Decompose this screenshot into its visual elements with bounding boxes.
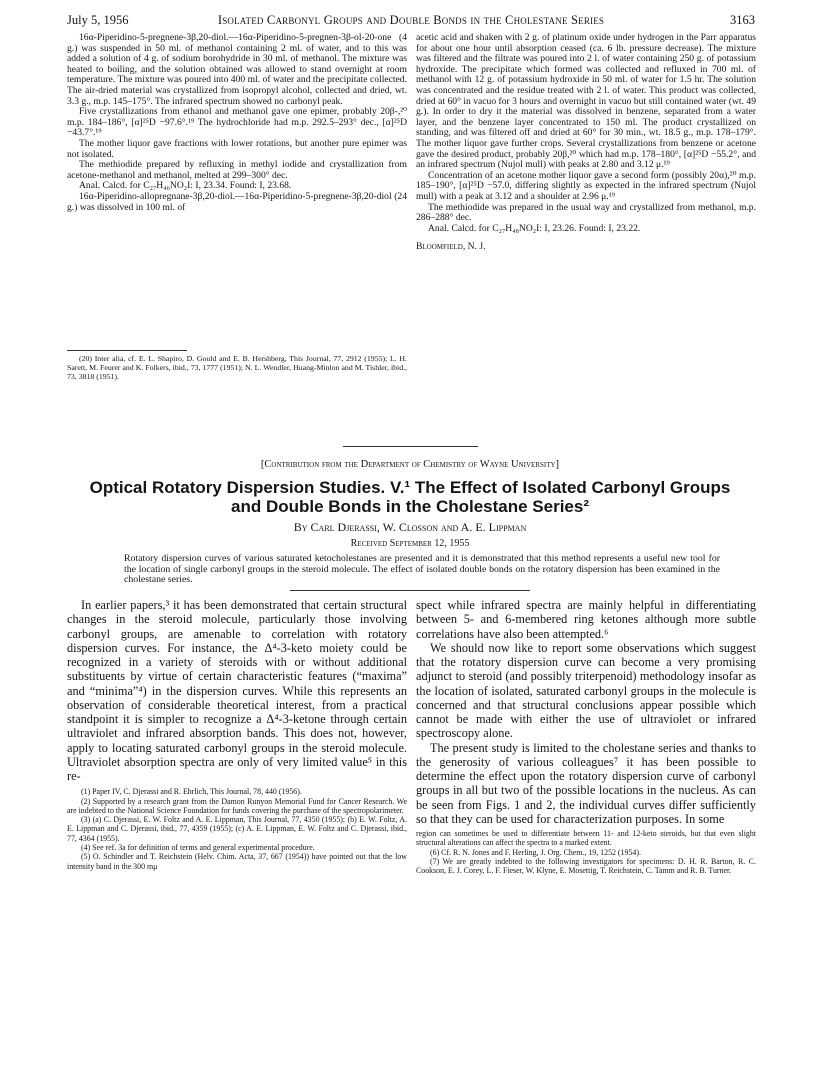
footnote: (4) See ref. 3a for definition of terms and general experimental procedure. bbox=[81, 843, 315, 853]
footnote: (1) Paper IV, C. Djerassi and R. Ehrlich, This Journal, 78, 440 (1956). bbox=[81, 787, 302, 797]
footnote: (20) Inter alia, cf. E. L. Shapiro, D. Gould and E. B. Hershberg, This Journal, 77, 2912 (1955); L. H. Sarett, M. Feurer and K. Folkers, ibid., 73, 1777 (1951); N. L. Wendler, Huang-Minlon and M. Tishler, ibid., 73, 3818 (1951). bbox=[67, 354, 407, 382]
paragraph: spect while infrared spectra are mainly helpful in differentiating between 5- and 6-membered ring ketones although more subtle correlations have also been attempted.⁶ bbox=[416, 598, 756, 641]
paragraph: 16α-Piperidino-5-pregnene-3β,20-diol.—16α-Piperidino-5-pregnen-3β-ol-20-one (4 g.) was suspended in 50 ml. of methanol containing 2 ml. of water, and to this was added a solution of 4 g. of sodium borohydride in 30 ml. of methanol. The mixture was heated to boiling, and the solution obtained was allowed to stand overnight at room temperature. The mixture was poured into 400 ml. of water and the precipitate collected. The air-dried material was crystallized from isopropyl alcohol, collected and dried, wt. 3.3 g., m.p. 145–175°. The infrared spectrum showed no carbonyl peak. bbox=[67, 32, 407, 107]
title-line: and Double Bonds in the Cholestane Series² bbox=[231, 497, 589, 516]
paragraph: We should now like to report some observations which suggest that the rotatory dispersion curve can become a very promising adjunct to steroid (and possibly triterpenoid) methodology insofar as the location of isolated, saturated carbonyl groups in the molecule is concerned and that structural conclusions appear possible which cannot be made with either the use of ultraviolet or infrared spectroscopy alone. bbox=[416, 640, 756, 741]
paragraph: The present study is limited to the cholestane series and thanks to the generosity of various colleagues⁷ it has been possible to determine the effect upon the rotatory dispersion curve of carbonyl groups in all but two of the possible locations in the nucleus. As can be seen from Figs. 1 and 2, the individual curves differ sufficiently so that they can be used for characterization purposes. In some bbox=[416, 740, 756, 826]
abstract: Rotatory dispersion curves of various saturated ketocholestanes are presented and it is demonstrated that this method represents a useful new tool for the location of single carbonyl groups in the steroid molecule. The effect of isolated double bonds on the rotatory dispersion has been examined in the cholestane series. bbox=[124, 553, 720, 586]
prev-article-footnotes bbox=[67, 354, 407, 382]
paragraph: The methiodide was prepared in the usual way and crystallized from methanol, m.p. 286–288° dec. bbox=[416, 201, 756, 224]
paragraph: In earlier papers,³ it has been demonstrated that certain structural changes in the steroid molecule, particularly those involving carbonyl groups, are amenable to correlation with rotatory dispersion curves. For instance, the Δ⁴-3-keto moiety could be recognized in a variety of steroids with or without additional substituents by virtue of certain characteristic features (“maxima” and “minima”⁴) in the dispersion curves. While this represents an observation of considerable theoretical interest, from a practical standpoint it is simpler to recognize a Δ⁴-3-ketone through certain ultraviolet and infrared absorption bands. This does not, however, apply to locating saturated carbonyl groups in the steroid molecule. Ultraviolet absorption spectra are only of very limited value⁵ in this re- bbox=[67, 598, 407, 783]
received-date: Received September 12, 1955 bbox=[350, 538, 470, 549]
paragraph: Five crystallizations from ethanol and methanol gave one epimer, probably 20β-,²⁰ m.p. 184–186°, [α]²⁵D −97.6°.¹⁹ The hydrochloride had m.p. 292.5–293° dec., [α]²⁵D −43.7°.¹⁹ bbox=[67, 106, 407, 139]
footnote: (6) Cf. R. N. Jones and F. Herling, J. Org. Chem., 19, 1252 (1954). bbox=[430, 847, 641, 857]
footnote: (7) We are greatly indebted to the following investigators for specimens: D. H. R. Barton, R. C. Cookson, E. J. Corey, L. F. Fieser, W. Klyne, E. Mosettig, T. Reichstein, C. Tamm and R. B. Turner. bbox=[416, 856, 756, 876]
body-left-column bbox=[67, 598, 407, 871]
footnote-continuation: region can sometimes be used to differentiate between 11- and 12-keto steroids, but that even slight structural alterations can affect the spectra to a marked extent. bbox=[416, 829, 756, 848]
header-page-number: 3163 bbox=[730, 13, 755, 27]
header-date: July 5, 1956 bbox=[67, 13, 129, 27]
paragraph: acetic acid and shaken with 2 g. of platinum oxide under hydrogen in the Parr apparatus for about one hour until absorption ceased (ca. 6 lb. pressure decrease). The mixture was filtered and the filtrate was poured into 2 l. of water containing 250 g. of potassium hydroxide. The precipitate which formed was collected and refluxed in 700 ml. of methanol with 12 g. of potassium hydroxide in 50 ml. of water for 1.5 hr. The solution was concentrated and the residue treated with 2 l. of water. This product was collected, dried at 60° in vacuo for 3 hours and overnight in vacuo but still contained water (wt. 49 g.). In order to dry it the material was dissolved in benzene, separated from a water layer, and the benzene layer concentrated to 150 ml. The product crystallized on standing, and was filtered off and dried at 60° for 30 min., wt. 18.5 g., m.p. 178–179°. The mother liquor gave further crops. Several crystallizations from benzene or acetone gave the desired product, probably 20β,²⁰ which had m.p. 178–180°, [α]²⁵D −55.2°, and an infrared spectrum (Nujol mull) with peaks at 2.80 and 3.12 μ.¹⁹ bbox=[416, 32, 756, 171]
body-right-column bbox=[416, 598, 756, 875]
footnote: (2) Supported by a research grant from the Damon Runyon Memorial Fund for Cancer Research. We are indebted to the National Science Foundation for funds covering the purchase of the spectropolarimeter. bbox=[67, 796, 407, 815]
paragraph: The methiodide prepared by refluxing in methyl iodide and crystallization from acetone-methanol and methanol, melted at 299–300° dec. bbox=[67, 159, 407, 181]
footnote: (3) (a) C. Djerassi, E. W. Foltz and A. E. Lippman, This Journal, 77, 4350 (1955); (b) E. W. Foltz, A. E. Lippman and C. Djerassi, ibid., 77, 4359 (1955); (c) A. E. Lippman, E. W. Foltz and C. Djerassi, ibid., 77, 4364 (1955). bbox=[67, 815, 407, 843]
location-line: Bloomfield, N. J. bbox=[416, 241, 486, 253]
article-title bbox=[60, 478, 760, 516]
footnote: (5) O. Schindler and T. Reichstein (Helv. Chim. Acta, 37, 667 (1954)) have pointed out that the low intensity band in the 300 mμ bbox=[67, 852, 407, 871]
paragraph: The mother liquor gave fractions with lower rotations, but another pure epimer was not isolated. bbox=[67, 137, 407, 160]
title-line: Optical Rotatory Dispersion Studies. V.¹ The Effect of Isolated Carbonyl Groups bbox=[89, 478, 731, 497]
footnote-divider bbox=[67, 350, 187, 351]
running-header bbox=[67, 13, 755, 29]
prev-article-right-column bbox=[416, 33, 756, 253]
abstract-divider bbox=[290, 590, 530, 591]
header-running-title: Isolated Carbonyl Groups and Double Bonds in the Cholestane Series bbox=[217, 13, 605, 27]
article-separator-rule bbox=[343, 446, 478, 447]
authors: By Carl Djerassi, W. Closson and A. E. Lippman bbox=[293, 520, 527, 534]
analysis-paragraph: Anal. Calcd. for C₂₇H₄₈NO₂I: I, 23.26. Found: I, 23.22. bbox=[428, 222, 641, 234]
contribution-line: [Contribution from the Department of Chemistry of Wayne University] bbox=[260, 459, 560, 470]
paragraph: Concentration of an acetone mother liquor gave a second form (possibly 20α),²⁰ m.p. 185–190°, [α]²⁵D −57.0, differing slightly as expected in the infrared spectrum (Nujol mull) with a peak at 3.12 and a shoulder at 2.96 μ.¹⁹ bbox=[416, 169, 756, 202]
prev-article-left-column bbox=[67, 33, 407, 213]
paragraph: 16α-Piperidino-allopregnane-3β,20-diol.—16α-Piperidino-5-pregnene-3β,20-diol (24 g.) was dissolved in 100 ml. of bbox=[67, 190, 407, 213]
analysis-paragraph: Anal. Calcd. for C₂₇H₄₆NO₂I: I, 23.34. Found: I, 23.68. bbox=[79, 180, 292, 192]
